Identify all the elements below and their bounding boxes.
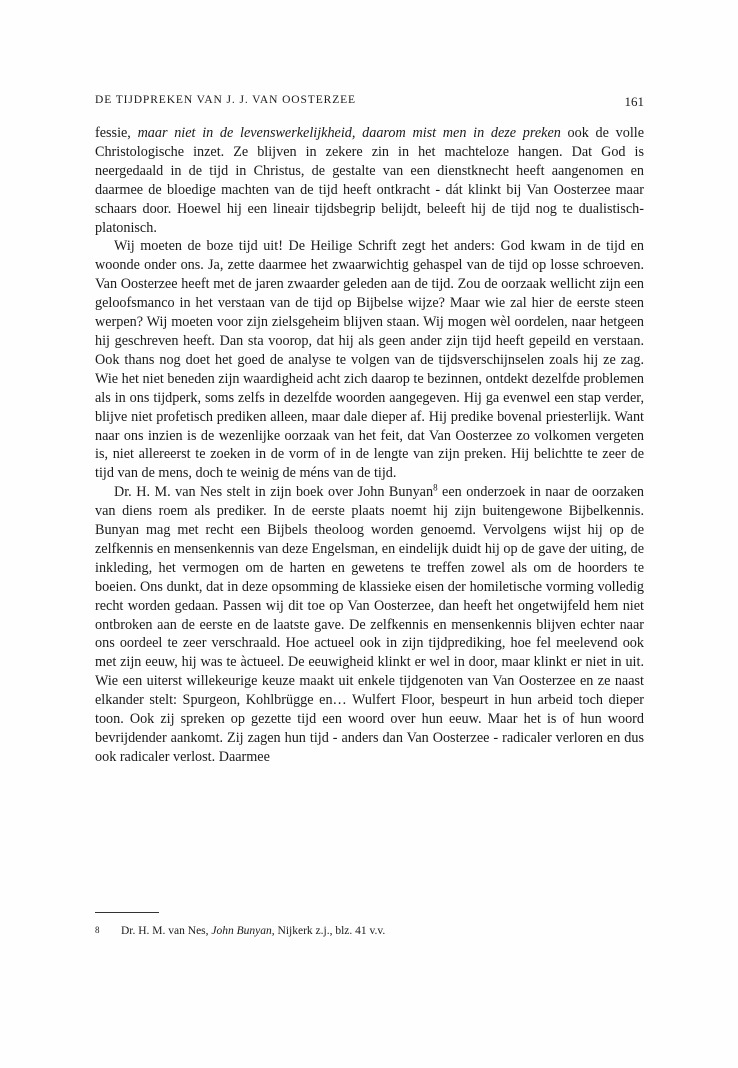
footnote-divider	[95, 912, 159, 913]
page-number: 161	[624, 94, 644, 109]
paragraph-1	[95, 124, 644, 237]
footnote	[95, 925, 385, 937]
page-header	[95, 94, 644, 110]
paragraph-3	[95, 483, 644, 767]
paragraph-3-start: Dr. H. M. van Nes stelt in zijn boek over John Bunyan	[114, 484, 434, 501]
footnote-text-end: Nijkerk z.j., blz. 41 v.v.	[274, 925, 386, 937]
footnote-book-title: John Bunyan,	[211, 925, 275, 937]
body-text	[95, 124, 644, 767]
paragraph-1-start: fessie,	[95, 125, 138, 141]
footnote-text-start: Dr. H. M. van Nes,	[121, 925, 212, 937]
paragraph-3-rest: een onderzoek in naar de oorzaken van diens roem als prediker. In de eerste plaats noemt hij zijn buitengewone Bijbelkennis. Bunyan mag met recht een Bijbels theoloog worden genoemd. Vervolgens wijst hij op de zelfkennis en mensenkennis van deze Engelsman, en eindelijk duidt hij op de gave der uiting, de inkleding, het vermogen om de harten en gewetens te treffen zowel als om de hoorders te boeien. Ons dunkt, dat in deze opsomming de klassieke eisen der homiletische vorming volledig recht worden gedaan. Passen wij dit toe op Van Oosterzee, dan heeft het ongetwijfeld hem niet ontbroken aan de eerste en de laatste gave. De zelfkennis en mensenkennis blijven echter naar ons oordeel te zeer verschraald. Hoe actueel ook in zijn tijdprediking, hoe fel meelevend ook met zijn eeuw, hij was te àctueel. De eeuwigheid klinkt er wel in door, maar klinkt er niet in uit. Wie een uiterst willekeurige keuze maakt uit enkele tijdgenoten van Van Oosterzee en ze naast elkander stelt: Spurgeon, Kohlbrügge en… Wulfert Floor, bespeurt in hun arbeid toch dieper toon. Ook zij spreken op gezette tijd een woord over hun eeuw. Maar het is of hun woord bevrijdender aankomt. Zij zagen hun tijd - anders dan Van Oosterzee - radicaler verloren en dus ook radicaler verlost. Daarmee	[95, 484, 644, 765]
footnote-reference: 8	[433, 482, 438, 493]
paragraph-1-rest: ook de volle Christologische inzet. Ze blijven in zekere zin in het machteloze hangen. Dat God is neergedaald in de tijd in Christus, de gestalte van een dienstknecht heeft aangenomen en daarmee de bloedige machten van de tijd heeft ontkracht - dát klinkt bij Van Oosterzee maar schaars door. Hoewel hij een lineair tijdsbegrip belijdt, beleeft hij de tijd nog te dualistisch-platonisch.	[95, 125, 644, 236]
footnote-marker: 8	[95, 925, 100, 935]
paragraph-1-italic: maar niet in de levenswerkelijkheid, daarom mist men in deze preken	[137, 125, 561, 141]
running-head: DE TIJDPREKEN VAN J. J. VAN OOSTERZEE	[95, 94, 356, 106]
paragraph-2: Wij moeten de boze tijd uit! De Heilige Schrift zegt het anders: God kwam in de tijd en woonde onder ons. Ja, zette daarmee het zwaarwichtig gehaspel van de tijd op losse schroeven. Van Oosterzee heeft met de jaren zwaarder geleden aan de tijd. Zou de oorzaak wellicht zijn een geloofsmanco in het verstaan van de tijd op Bijbelse wijze? Maar wie zal hier de eerste steen werpen? Wij moeten voor zijn zielsgeheim blijven staan. Wij mogen wèl oordelen, naar hetgeen hij geschreven heeft. Dan sta voorop, dat hij als geen ander zijn tijd heeft gepeild en verstaan. Ook thans nog doet het goed de analyse te volgen van de tijdsverschijnselen zoals hij ze zag. Wie het niet beneden zijn waardigheid acht zich daarop te bezinnen, ontdekt dezelfde problemen als in ons tijdperk, soms zelfs in dezelfde woorden aangegeven. Hij ga evenwel een stap verder, blijve niet profetisch prediken alleen, maar dale dieper af. Hij predike bovenal priesterlijk. Want naar ons inzien is de wezenlijke oorzaak van het feit, dat Van Oosterzee zo volkomen vergeten is, niet allereerst te zoeken in de vorm of in de lengte van zijn preken. Hij belichtte te zeer de tijd van de mens, doch te weinig de méns van de tijd.	[95, 238, 644, 482]
